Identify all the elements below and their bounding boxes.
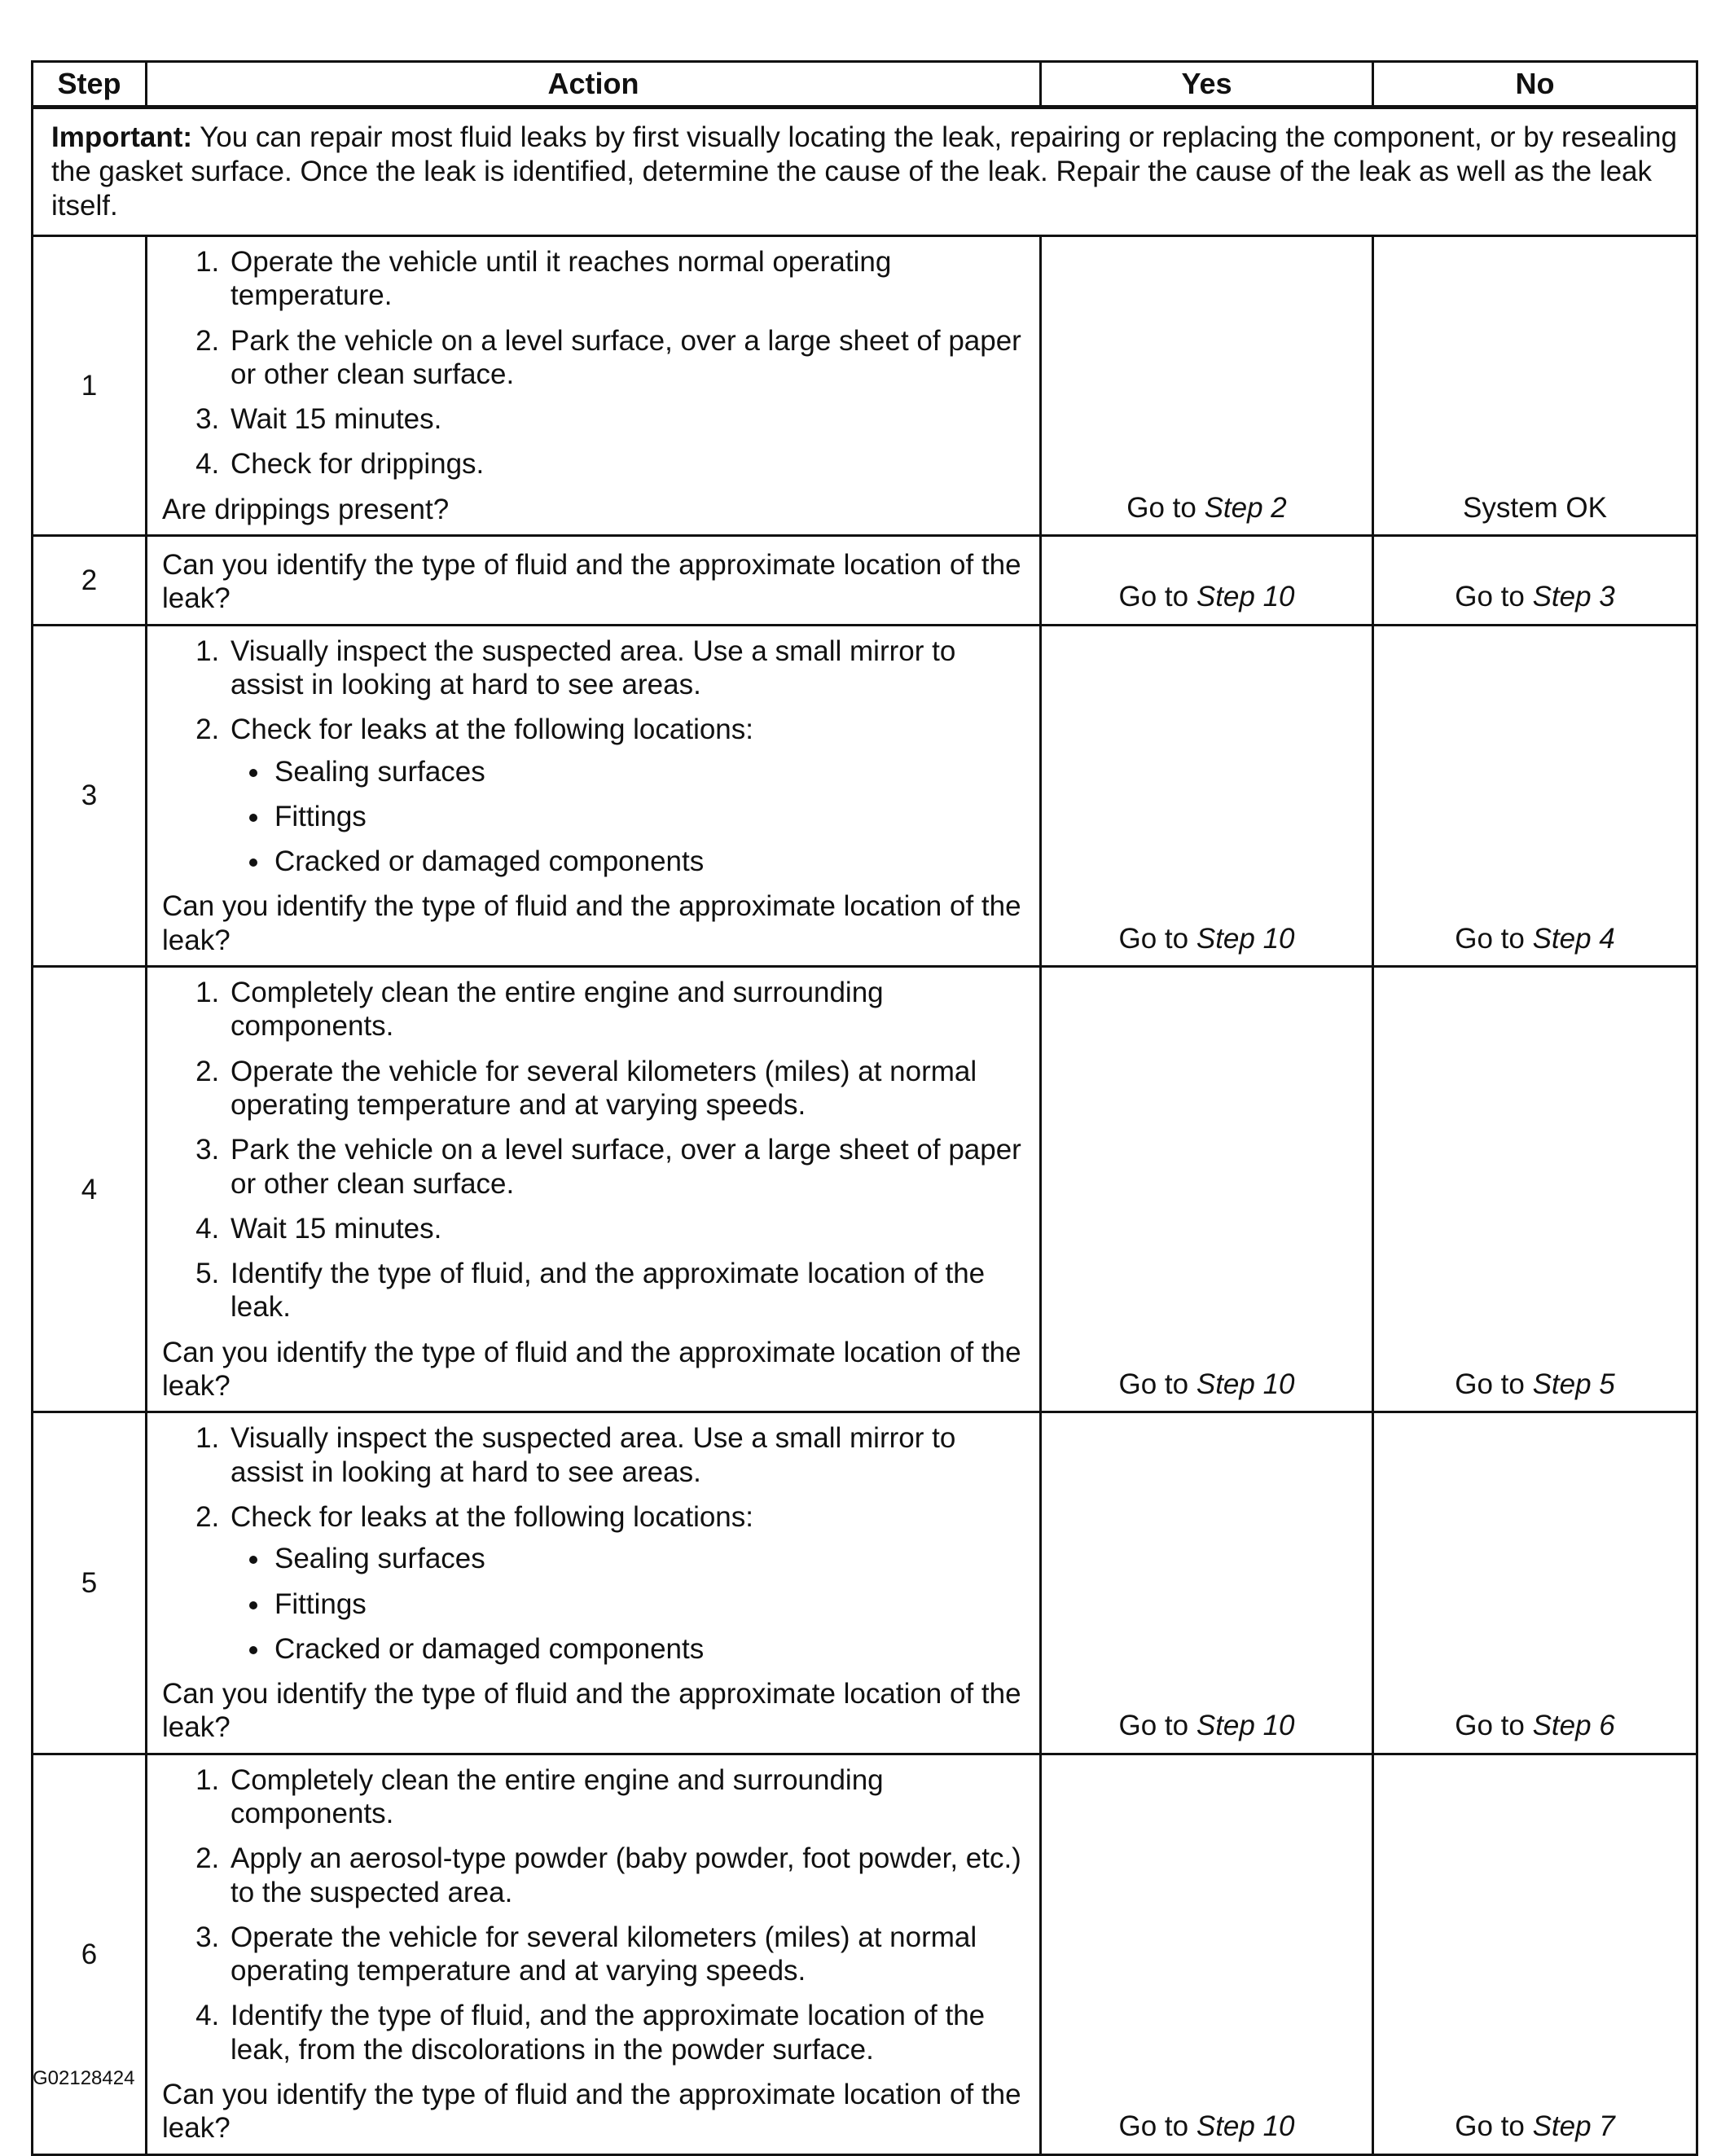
location-list	[231, 755, 1025, 879]
action-step-item	[227, 1921, 1025, 1988]
no-outcome-step-ref: Step 6	[1532, 1710, 1615, 1742]
yes-outcome	[1041, 1412, 1373, 1754]
no-outcome	[1373, 625, 1697, 966]
no-outcome-text: System OK	[1463, 491, 1607, 524]
yes-outcome-step-ref: Step 2	[1204, 491, 1287, 524]
figure-id: G02128424	[33, 2067, 135, 2089]
important-text: You can repair most fluid leaks by first visually locating the leak, repairing or replacing the component, or by resealing the gasket surface. Once the leak is identified, determine the cause of the leak. Repair the cause of the leak as well as the leak itself.	[51, 121, 1677, 222]
step-row	[33, 967, 1697, 1412]
action-step-text: Check for leaks at the following locations:	[231, 1500, 753, 1533]
action-step-item	[227, 1999, 1025, 2066]
action-step-text: Apply an aerosol-type powder (baby powder, foot powder, etc.) to the suspected area.	[231, 1842, 1021, 1908]
action-step-item	[227, 1055, 1025, 1122]
no-outcome-prefix: Go to	[1455, 922, 1525, 955]
yes-outcome-prefix: Go to	[1118, 1368, 1189, 1401]
yes-outcome-prefix: Go to	[1118, 922, 1189, 955]
action-step-item	[227, 713, 1025, 878]
yes-outcome	[1041, 536, 1373, 626]
action-step-item	[227, 1212, 1025, 1245]
action-step-text: Park the vehicle on a level surface, over a large sheet of paper or other clean surface.	[231, 324, 1021, 390]
yes-outcome-prefix: Go to	[1118, 1710, 1189, 1742]
important-note	[33, 108, 1697, 236]
action-step-item	[227, 324, 1025, 392]
step-question: Can you identify the type of fluid and the approximate location of the leak?	[162, 890, 1021, 956]
yes-outcome-prefix: Go to	[1126, 491, 1197, 524]
no-outcome	[1373, 1412, 1697, 1754]
important-label: Important:	[51, 121, 193, 153]
no-outcome	[1373, 236, 1697, 536]
action-step-item	[227, 402, 1025, 436]
step-number: 2	[33, 536, 147, 626]
no-outcome-step-ref: Step 5	[1532, 1368, 1615, 1401]
yes-outcome-prefix: Go to	[1118, 581, 1189, 613]
action-step-item	[227, 976, 1025, 1043]
action-cell	[147, 236, 1041, 536]
yes-outcome	[1041, 967, 1373, 1412]
action-step-text: Identify the type of fluid, and the approximate location of the leak, from the discolorations in the powder surface.	[231, 2000, 986, 2066]
action-step-text: Visually inspect the suspected area. Use a small mirror to assist in looking at hard to see areas.	[231, 1422, 956, 1488]
step-question: Can you identify the type of fluid and the approximate location of the leak?	[162, 549, 1021, 615]
yes-outcome	[1041, 625, 1373, 966]
action-step-item	[227, 1842, 1025, 1909]
location-item: • Cracked or damaged components	[271, 845, 1025, 878]
step-row	[33, 536, 1697, 626]
no-outcome	[1373, 967, 1697, 1412]
yes-outcome	[1041, 1754, 1373, 2154]
step-number: 4	[33, 967, 147, 1412]
action-step-text: Park the vehicle on a level surface, over a large sheet of paper or other clean surface.	[231, 1134, 1021, 1200]
action-step-text: Visually inspect the suspected area. Use a small mirror to assist in looking at hard to see areas.	[231, 635, 956, 700]
step-row	[33, 625, 1697, 966]
no-outcome-step-ref: Step 4	[1532, 922, 1615, 955]
action-step-text: Wait 15 minutes.	[231, 403, 442, 436]
no-outcome-prefix: Go to	[1455, 581, 1525, 613]
action-step-item	[227, 1257, 1025, 1324]
action-step-text: Check for leaks at the following locations:	[231, 714, 753, 746]
action-steps-list	[162, 976, 1025, 1324]
location-item: • Sealing surfaces	[271, 755, 1025, 788]
action-steps-list	[162, 1421, 1025, 1666]
action-step-text: Completely clean the entire engine and surrounding components.	[231, 1763, 884, 1829]
step-row	[33, 1412, 1697, 1754]
step-number: 5	[33, 1412, 147, 1754]
header-row	[33, 62, 1697, 108]
step-question: Are drippings present?	[162, 493, 450, 525]
action-step-text: Completely clean the entire engine and surrounding components.	[231, 977, 884, 1043]
no-outcome-step-ref: Step 7	[1532, 2110, 1615, 2143]
action-step-text: Identify the type of fluid, and the approximate location of the leak.	[231, 1258, 986, 1324]
location-item: • Fittings	[271, 800, 1025, 833]
action-step-item	[227, 1763, 1025, 1831]
yes-outcome	[1041, 236, 1373, 536]
location-list	[231, 1542, 1025, 1666]
step-question: Can you identify the type of fluid and the approximate location of the leak?	[162, 1678, 1021, 1744]
action-step-item	[227, 447, 1025, 481]
action-step-item	[227, 1500, 1025, 1666]
important-row	[33, 108, 1697, 236]
action-step-item	[227, 1421, 1025, 1489]
header-no: No	[1373, 62, 1697, 108]
action-cell	[147, 536, 1041, 626]
location-item: • Cracked or damaged components	[271, 1632, 1025, 1666]
action-cell	[147, 625, 1041, 966]
step-question: Can you identify the type of fluid and the approximate location of the leak?	[162, 1336, 1021, 1403]
no-outcome-step-ref: Step 3	[1532, 581, 1615, 613]
header-yes: Yes	[1041, 62, 1373, 108]
step-row	[33, 236, 1697, 536]
step-question: Can you identify the type of fluid and the approximate location of the leak?	[162, 2079, 1021, 2145]
action-step-item	[227, 1133, 1025, 1201]
action-step-text: Operate the vehicle for several kilometers (miles) at normal operating temperature and at varying speeds.	[231, 1921, 977, 1987]
yes-outcome-prefix: Go to	[1118, 2110, 1189, 2143]
yes-outcome-step-ref: Step 10	[1196, 581, 1295, 613]
step-number: 1	[33, 236, 147, 536]
action-step-text: Operate the vehicle for several kilometers (miles) at normal operating temperature and at varying speeds.	[231, 1055, 977, 1121]
yes-outcome-step-ref: Step 10	[1196, 922, 1295, 955]
action-steps-list	[162, 1763, 1025, 2066]
no-outcome	[1373, 1754, 1697, 2154]
no-outcome-prefix: Go to	[1455, 2110, 1525, 2143]
yes-outcome-step-ref: Step 10	[1196, 1368, 1295, 1401]
action-step-item	[227, 245, 1025, 313]
action-cell	[147, 1754, 1041, 2154]
diagnostic-table	[31, 60, 1698, 2156]
action-step-text: Wait 15 minutes.	[231, 1212, 442, 1245]
action-steps-list	[162, 635, 1025, 879]
action-steps-list	[162, 245, 1025, 481]
action-step-text: Check for drippings.	[231, 448, 485, 481]
step-number: 3	[33, 625, 147, 966]
header-step: Step	[33, 62, 147, 108]
header-action: Action	[147, 62, 1041, 108]
action-step-text: Operate the vehicle until it reaches normal operating temperature.	[231, 246, 892, 312]
location-item: • Sealing surfaces	[271, 1542, 1025, 1575]
location-item: • Fittings	[271, 1587, 1025, 1621]
action-step-item	[227, 635, 1025, 702]
action-cell	[147, 1412, 1041, 1754]
action-cell	[147, 967, 1041, 1412]
step-number: 6	[33, 1754, 147, 2154]
yes-outcome-step-ref: Step 10	[1196, 2110, 1295, 2143]
step-row	[33, 1754, 1697, 2154]
no-outcome-prefix: Go to	[1455, 1710, 1525, 1742]
no-outcome-prefix: Go to	[1455, 1368, 1525, 1401]
yes-outcome-step-ref: Step 10	[1196, 1710, 1295, 1742]
no-outcome	[1373, 536, 1697, 626]
